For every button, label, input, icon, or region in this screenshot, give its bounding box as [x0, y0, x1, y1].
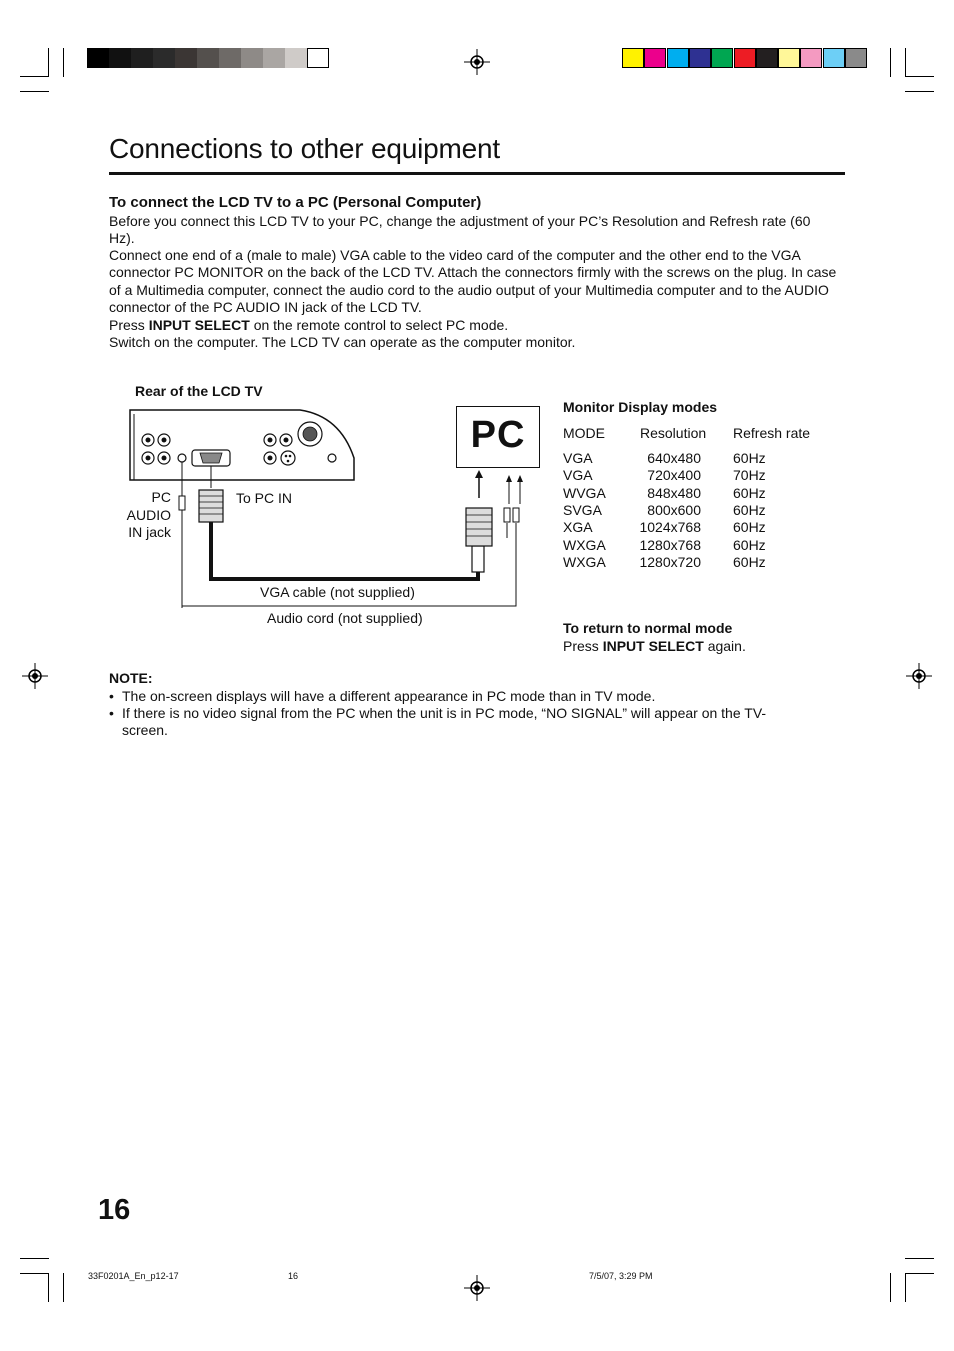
section-heading: To connect the LCD TV to a PC (Personal Computer) — [109, 194, 482, 211]
input-select-label: INPUT SELECT — [602, 638, 704, 654]
refresh-cell: 60Hz — [733, 553, 766, 570]
registration-target-icon — [464, 1275, 490, 1301]
return-text: Press INPUT SELECT again. — [563, 638, 746, 654]
bullet-icon: • — [109, 705, 114, 721]
gray-swatch — [153, 48, 175, 68]
modes-col-refresh: Refresh rate — [733, 425, 811, 441]
registration-target-icon — [22, 663, 48, 689]
pc-audio-line3: IN jack — [128, 524, 171, 540]
color-swatch — [800, 48, 822, 68]
vga-cable-label: VGA cable (not supplied) — [260, 584, 415, 600]
crop-mark — [20, 91, 49, 92]
crop-mark — [890, 1273, 891, 1302]
note-heading: NOTE: — [109, 670, 153, 686]
to-pc-in-label: To PC IN — [236, 490, 293, 506]
refresh-cell: 60Hz — [733, 501, 766, 518]
color-swatch — [734, 48, 756, 68]
footer-date: 7/5/07, 3:29 PM — [589, 1271, 653, 1281]
mode-cell: WXGA — [563, 536, 606, 553]
paragraph-connect: Connect one end of a (male to male) VGA cable to the video card of the computer and the other end to the VGA connector PC MONITOR on the back of the LCD TV. Attach the connectors firmly with the screws on the plug. In case of a Multimedia computer, connect the audio cord to the audio output of your Multimedia computer and to the AUDIO connector of the PC AUDIO IN jack of the LCD TV. — [109, 247, 837, 315]
crop-mark — [905, 91, 934, 92]
title-rule — [109, 172, 845, 175]
registration-target-icon — [464, 49, 490, 75]
audio-cord-label: Audio cord (not supplied) — [267, 610, 423, 626]
gray-swatch — [307, 48, 329, 68]
crop-mark — [890, 48, 891, 77]
gray-swatch — [109, 48, 131, 68]
crop-mark — [905, 1273, 906, 1302]
mode-cell: XGA — [563, 519, 593, 536]
bullet-icon: • — [109, 688, 114, 704]
gray-swatch — [219, 48, 241, 68]
crop-mark — [20, 76, 49, 77]
return-heading: To return to normal mode — [563, 620, 733, 636]
pc-label: PC — [470, 414, 526, 456]
color-swatch — [823, 48, 845, 68]
crop-mark — [48, 48, 49, 77]
footer-page: 16 — [288, 1271, 299, 1281]
gray-swatch — [241, 48, 263, 68]
mode-cell: WXGA — [563, 553, 606, 570]
color-swatch — [845, 48, 867, 68]
page-number: 16 — [98, 1194, 131, 1226]
color-swatch — [689, 48, 711, 68]
resolution-cell: 848x480 — [647, 484, 701, 501]
color-swatch — [756, 48, 778, 68]
resolution-cell: 1280x720 — [639, 553, 701, 570]
crop-mark — [905, 76, 934, 77]
crop-mark — [48, 1273, 49, 1302]
gray-swatch — [175, 48, 197, 68]
resolution-cell: 1280x768 — [639, 536, 701, 553]
refresh-cell: 60Hz — [733, 536, 766, 553]
crop-mark — [905, 1273, 934, 1274]
color-swatch — [711, 48, 733, 68]
modes-col-resolution: Resolution — [640, 425, 707, 441]
color-swatch — [644, 48, 666, 68]
refresh-cell: 70Hz — [733, 467, 766, 484]
modes-heading: Monitor Display modes — [563, 399, 718, 415]
mode-cell: SVGA — [563, 501, 602, 518]
mode-cell: WVGA — [563, 484, 606, 501]
resolution-cell: 720x400 — [647, 467, 701, 484]
paragraph-resolution: Before you connect this LCD TV to your PC, change the adjustment of your PC’s Resolution and Refresh rate (60 Hz). — [109, 213, 811, 247]
gray-swatch — [263, 48, 285, 68]
refresh-cell: 60Hz — [733, 450, 766, 466]
gray-swatch — [131, 48, 153, 68]
input-select-label: INPUT SELECT — [148, 317, 250, 333]
color-swatch — [667, 48, 689, 68]
mode-cell: VGA — [563, 450, 593, 466]
crop-mark — [63, 1273, 64, 1302]
pc-audio-line2: AUDIO — [126, 507, 171, 523]
paragraph-switch-on: Switch on the computer. The LCD TV can operate as the computer monitor. — [109, 334, 576, 350]
gray-swatch — [197, 48, 219, 68]
resolution-cell: 640x480 — [647, 450, 701, 466]
footer-file: 33F0201A_En_p12-17 — [88, 1271, 179, 1281]
crop-mark — [63, 48, 64, 77]
mode-cell: VGA — [563, 467, 593, 484]
crop-mark — [905, 48, 906, 77]
crop-mark — [20, 1258, 49, 1259]
resolution-cell: 800x600 — [647, 501, 701, 518]
paragraph-input-select: Press INPUT SELECT on the remote control to select PC mode. — [109, 317, 509, 333]
rear-lcd-label: Rear of the LCD TV — [135, 383, 263, 399]
color-swatch — [778, 48, 800, 68]
refresh-cell: 60Hz — [733, 519, 766, 536]
gray-swatch — [87, 48, 109, 68]
pc-box — [456, 406, 540, 468]
gray-swatch — [285, 48, 307, 68]
modes-col-mode: MODE — [563, 425, 605, 441]
color-swatch — [622, 48, 644, 68]
page-title: Connections to other equipment — [109, 133, 500, 164]
pc-audio-line1: PC — [151, 489, 171, 505]
crop-mark — [20, 1273, 49, 1274]
registration-target-icon — [906, 663, 932, 689]
crop-mark — [905, 1258, 934, 1259]
refresh-cell: 60Hz — [733, 484, 766, 501]
resolution-cell: 1024x768 — [639, 519, 701, 536]
